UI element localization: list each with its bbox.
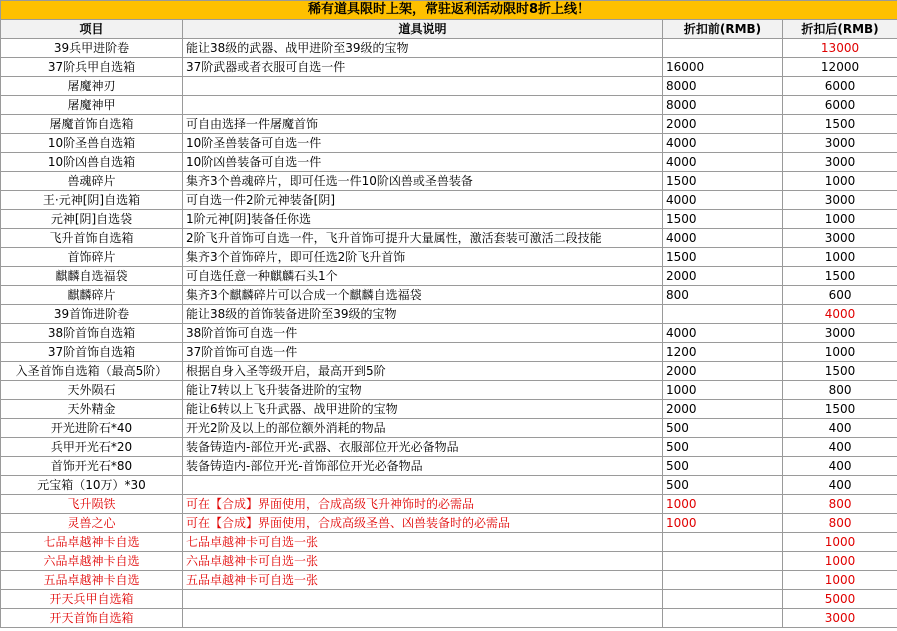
- item-name-cell: 37阶兵甲自选箱: [1, 58, 183, 77]
- item-name-cell: 39首饰进阶卷: [1, 305, 183, 324]
- price-before-cell: 800: [663, 286, 783, 305]
- item-desc-cell: 可在【合成】界面使用，合成高级圣兽、凶兽装备时的必需品: [183, 514, 663, 533]
- item-name-cell: 屠魔首饰自选箱: [1, 115, 183, 134]
- price-after-cell: 3000: [783, 153, 897, 172]
- price-before-cell: 1200: [663, 343, 783, 362]
- item-desc-cell: [183, 609, 663, 628]
- item-name-cell: 六品卓越神卡自选: [1, 552, 183, 571]
- price-before-cell: 4000: [663, 229, 783, 248]
- price-before-cell: 1000: [663, 495, 783, 514]
- header-after: 折扣后(RMB): [783, 20, 897, 39]
- price-before-cell: 2000: [663, 267, 783, 286]
- price-before-cell: [663, 39, 783, 58]
- price-after-cell: 3000: [783, 134, 897, 153]
- price-after-cell: 1500: [783, 400, 897, 419]
- item-desc-cell: 五品卓越神卡可自选一张: [183, 571, 663, 590]
- price-before-cell: 500: [663, 438, 783, 457]
- price-before-cell: 8000: [663, 96, 783, 115]
- item-desc-cell: [183, 77, 663, 96]
- item-desc-cell: 能让6转以上飞升武器、战甲进阶的宝物: [183, 400, 663, 419]
- item-desc-cell: 装备铸造内-部位开光-武器、衣服部位开光必备物品: [183, 438, 663, 457]
- price-after-cell: 1500: [783, 115, 897, 134]
- price-after-cell: 1500: [783, 267, 897, 286]
- price-before-cell: 4000: [663, 324, 783, 343]
- price-after-cell: 400: [783, 438, 897, 457]
- item-name-cell: 兽魂碎片: [1, 172, 183, 191]
- price-before-cell: 4000: [663, 153, 783, 172]
- table-row: [1, 590, 897, 609]
- price-after-cell: 1000: [783, 552, 897, 571]
- banner-title: 稀有道具限时上架，常驻返利活动限时8折上线！: [1, 1, 897, 20]
- table-row: [1, 229, 897, 248]
- item-name-cell: 麒麟自选福袋: [1, 267, 183, 286]
- price-before-cell: 16000: [663, 58, 783, 77]
- price-after-cell: 1500: [783, 362, 897, 381]
- item-name-cell: 飞升陨铁: [1, 495, 183, 514]
- item-name-cell: 天外精金: [1, 400, 183, 419]
- price-before-cell: 8000: [663, 77, 783, 96]
- table-row: [1, 381, 897, 400]
- item-name-cell: 首饰碎片: [1, 248, 183, 267]
- price-before-cell: 2000: [663, 400, 783, 419]
- item-desc-cell: 1阶元神[阴]装备任你选: [183, 210, 663, 229]
- price-after-cell: 3000: [783, 609, 897, 628]
- price-before-cell: 1500: [663, 172, 783, 191]
- item-desc-cell: 能让38级的首饰装备进阶至39级的宝物: [183, 305, 663, 324]
- price-after-cell: 1000: [783, 172, 897, 191]
- price-before-cell: [663, 609, 783, 628]
- table-row: [1, 476, 897, 495]
- table-row: [1, 457, 897, 476]
- item-name-cell: 10阶凶兽自选箱: [1, 153, 183, 172]
- price-before-cell: 500: [663, 476, 783, 495]
- item-desc-cell: [183, 590, 663, 609]
- table-row: [1, 438, 897, 457]
- price-before-cell: [663, 571, 783, 590]
- table-row: [1, 362, 897, 381]
- item-name-cell: 39兵甲进阶卷: [1, 39, 183, 58]
- table-row: [1, 267, 897, 286]
- item-name-cell: 开天首饰自选箱: [1, 609, 183, 628]
- table-row: [1, 153, 897, 172]
- item-desc-cell: 可在【合成】界面使用，合成高级飞升神饰时的必需品: [183, 495, 663, 514]
- item-name-cell: 元宝箱（10万）*30: [1, 476, 183, 495]
- item-desc-cell: [183, 96, 663, 115]
- item-name-cell: 入圣首饰自选箱（最高5阶）: [1, 362, 183, 381]
- header-item: 项目: [1, 20, 183, 39]
- item-name-cell: 屠魔神甲: [1, 96, 183, 115]
- table-row: [1, 248, 897, 267]
- item-desc-cell: 能让7转以上飞升装备进阶的宝物: [183, 381, 663, 400]
- item-name-cell: 灵兽之心: [1, 514, 183, 533]
- price-after-cell: 400: [783, 476, 897, 495]
- price-after-cell: 3000: [783, 191, 897, 210]
- item-desc-cell: 集齐3个麒麟碎片可以合成一个麒麟自选福袋: [183, 286, 663, 305]
- header-row: [1, 20, 897, 39]
- price-after-cell: 800: [783, 495, 897, 514]
- table-row: [1, 286, 897, 305]
- price-before-cell: 4000: [663, 134, 783, 153]
- price-before-cell: [663, 552, 783, 571]
- item-desc-cell: 开光2阶及以上的部位额外消耗的物品: [183, 419, 663, 438]
- price-after-cell: 13000: [783, 39, 897, 58]
- price-after-cell: 400: [783, 457, 897, 476]
- price-after-cell: 1000: [783, 533, 897, 552]
- table-row: [1, 305, 897, 324]
- table-row: [1, 514, 897, 533]
- item-desc-cell: 根据自身入圣等级开启，最高开到5阶: [183, 362, 663, 381]
- item-desc-cell: 可自选一件2阶元神装备[阴]: [183, 191, 663, 210]
- item-name-cell: 37阶首饰自选箱: [1, 343, 183, 362]
- item-desc-cell: 10阶圣兽装备可自选一件: [183, 134, 663, 153]
- price-after-cell: 3000: [783, 229, 897, 248]
- banner-row: [1, 1, 897, 20]
- item-name-cell: 天外陨石: [1, 381, 183, 400]
- item-desc-cell: 集齐3个兽魂碎片，即可任选一件10阶凶兽或圣兽装备: [183, 172, 663, 191]
- price-before-cell: 1500: [663, 248, 783, 267]
- item-desc-cell: 能让38级的武器、战甲进阶至39级的宝物: [183, 39, 663, 58]
- table-row: [1, 191, 897, 210]
- header-before: 折扣前(RMB): [663, 20, 783, 39]
- price-before-cell: [663, 305, 783, 324]
- price-before-cell: [663, 533, 783, 552]
- item-desc-cell: 装备铸造内-部位开光-首饰部位开光必备物品: [183, 457, 663, 476]
- table-row: [1, 39, 897, 58]
- table-row: [1, 552, 897, 571]
- item-desc-cell: 集齐3个首饰碎片，即可任选2阶飞升首饰: [183, 248, 663, 267]
- table-row: [1, 609, 897, 628]
- item-desc-cell: 37阶首饰可自选一件: [183, 343, 663, 362]
- price-after-cell: 800: [783, 381, 897, 400]
- item-name-cell: 兵甲开光石*20: [1, 438, 183, 457]
- table-row: [1, 134, 897, 153]
- item-name-cell: 五品卓越神卡自选: [1, 571, 183, 590]
- item-name-cell: 飞升首饰自选箱: [1, 229, 183, 248]
- price-before-cell: 2000: [663, 362, 783, 381]
- item-desc-cell: 可自由选择一件屠魔首饰: [183, 115, 663, 134]
- item-desc-cell: 10阶凶兽装备可自选一件: [183, 153, 663, 172]
- price-before-cell: 1500: [663, 210, 783, 229]
- item-desc-cell: 六品卓越神卡可自选一张: [183, 552, 663, 571]
- table-row: [1, 495, 897, 514]
- table-row: [1, 115, 897, 134]
- item-name-cell: 38阶首饰自选箱: [1, 324, 183, 343]
- price-before-cell: 4000: [663, 191, 783, 210]
- price-after-cell: 600: [783, 286, 897, 305]
- table-row: [1, 172, 897, 191]
- item-name-cell: 开光进阶石*40: [1, 419, 183, 438]
- table-row: [1, 96, 897, 115]
- price-after-cell: 800: [783, 514, 897, 533]
- item-name-cell: 王·元神[阴]自选箱: [1, 191, 183, 210]
- table-row: [1, 400, 897, 419]
- price-before-cell: 1000: [663, 381, 783, 400]
- price-after-cell: 12000: [783, 58, 897, 77]
- item-desc-cell: 2阶飞升首饰可自选一件，飞升首饰可提升大量属性，激活套装可激活二段技能: [183, 229, 663, 248]
- price-after-cell: 3000: [783, 324, 897, 343]
- item-name-cell: 七品卓越神卡自选: [1, 533, 183, 552]
- price-before-cell: 500: [663, 419, 783, 438]
- table-row: [1, 571, 897, 590]
- price-after-cell: 1000: [783, 571, 897, 590]
- price-before-cell: [663, 590, 783, 609]
- table-row: [1, 419, 897, 438]
- price-after-cell: 4000: [783, 305, 897, 324]
- header-desc: 道具说明: [183, 20, 663, 39]
- price-after-cell: 400: [783, 419, 897, 438]
- price-after-cell: 5000: [783, 590, 897, 609]
- item-desc-cell: 37阶武器或者衣服可自选一件: [183, 58, 663, 77]
- item-desc-cell: 七品卓越神卡可自选一张: [183, 533, 663, 552]
- table-row: [1, 77, 897, 96]
- price-after-cell: 1000: [783, 210, 897, 229]
- table-row: [1, 533, 897, 552]
- price-before-cell: 1000: [663, 514, 783, 533]
- price-after-cell: 1000: [783, 248, 897, 267]
- item-name-cell: 开天兵甲自选箱: [1, 590, 183, 609]
- table-row: [1, 343, 897, 362]
- table-row: [1, 58, 897, 77]
- table-row: [1, 324, 897, 343]
- price-after-cell: 1000: [783, 343, 897, 362]
- price-before-cell: 2000: [663, 115, 783, 134]
- item-desc-cell: 可自选任意一种麒麟石头1个: [183, 267, 663, 286]
- item-name-cell: 首饰开光石*80: [1, 457, 183, 476]
- price-after-cell: 6000: [783, 77, 897, 96]
- item-name-cell: 麒麟碎片: [1, 286, 183, 305]
- item-name-cell: 屠魔神刃: [1, 77, 183, 96]
- item-name-cell: 10阶圣兽自选箱: [1, 134, 183, 153]
- price-after-cell: 6000: [783, 96, 897, 115]
- table-row: [1, 210, 897, 229]
- item-desc-cell: [183, 476, 663, 495]
- item-desc-cell: 38阶首饰可自选一件: [183, 324, 663, 343]
- price-before-cell: 500: [663, 457, 783, 476]
- item-name-cell: 元神[阴]自选袋: [1, 210, 183, 229]
